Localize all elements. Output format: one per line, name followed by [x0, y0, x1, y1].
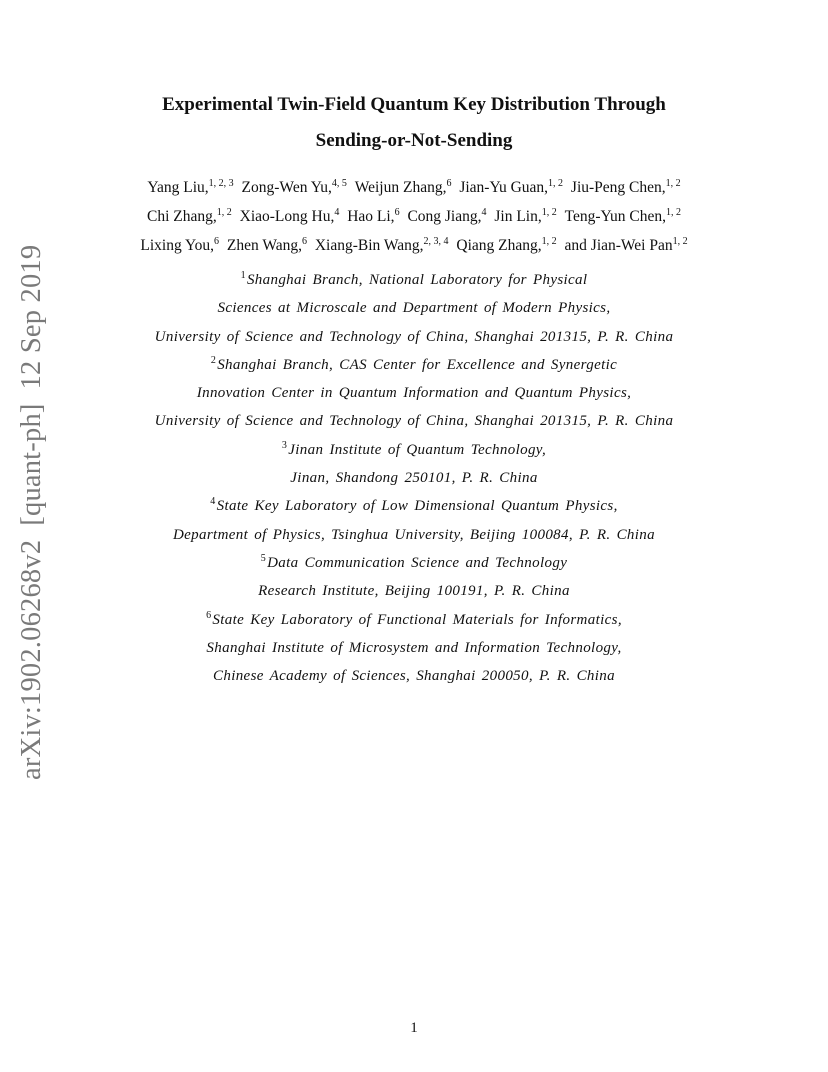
- affiliation-text: Jinan Institute of Quantum Technology,: [288, 441, 547, 458]
- author-affiliation-marker: 4: [334, 207, 340, 218]
- arxiv-id: arXiv:1902.06268v2: [16, 539, 47, 780]
- author: [494, 208, 556, 225]
- affiliation-line: [0, 606, 828, 634]
- author-affiliation-marker: 6: [446, 178, 452, 189]
- affiliation-number: 5: [260, 552, 267, 564]
- author: [407, 208, 486, 225]
- arxiv-date: 12 Sep 2019: [16, 244, 47, 390]
- author-name: Jiu-Peng Chen,: [570, 179, 666, 196]
- author: [355, 179, 452, 196]
- author-name: and Jian-Wei Pan: [564, 237, 673, 254]
- affiliation-text: Sciences at Microscale and Department of Modern Physics,: [217, 300, 611, 317]
- author-affiliation-marker: 2, 3, 4: [423, 236, 449, 247]
- author-name: Lixing You,: [140, 237, 215, 254]
- affiliation-number: 2: [210, 354, 217, 366]
- author: [140, 237, 219, 254]
- affiliation-line: [0, 436, 828, 464]
- affiliation-line: [0, 294, 828, 322]
- author-name: Zhen Wang,: [226, 237, 302, 254]
- author: [227, 237, 307, 254]
- affiliation-line: [0, 379, 828, 407]
- author: [459, 179, 563, 196]
- affiliation-line: [0, 549, 828, 577]
- affiliation-line: [0, 662, 828, 690]
- affiliation-line: [0, 577, 828, 605]
- affiliation-text: University of Science and Technology of China, Shanghai 201315, P. R. China: [154, 328, 674, 345]
- affiliation-number: 3: [281, 439, 288, 451]
- author-line: [0, 231, 828, 260]
- author: [456, 237, 556, 254]
- affiliation-line: [0, 464, 828, 492]
- arxiv-category: [quant-ph]: [16, 403, 47, 526]
- affiliation-number: 4: [210, 496, 216, 508]
- author-name: Weijun Zhang,: [354, 179, 447, 196]
- author-affiliation-marker: 1, 2: [665, 178, 681, 189]
- affiliation-text: State Key Laboratory of Functional Materials for Informatics,: [212, 611, 622, 628]
- affiliation-text: Data Communication Science and Technology: [267, 554, 568, 571]
- author-affiliation-marker: 6: [301, 236, 307, 247]
- affiliation-text: Department of Physics, Tsinghua University, Beijing 100084, P. R. China: [172, 526, 655, 543]
- paper-title-line-2: Sending-or-Not-Sending: [315, 130, 513, 151]
- affiliation-line: [0, 634, 828, 662]
- author-name: Xiang-Bin Wang,: [314, 237, 424, 254]
- author-name: Yang Liu,: [147, 179, 209, 196]
- author-affiliation-marker: 1, 2: [216, 207, 232, 218]
- author-name: Teng-Yun Chen,: [564, 208, 666, 225]
- author: [347, 208, 399, 225]
- author-name: Jian-Yu Guan,: [459, 179, 549, 196]
- affiliation-number: 6: [206, 609, 212, 621]
- affiliation-text: Shanghai Institute of Microsystem and Information Technology,: [206, 639, 622, 656]
- author-name: Hao Li,: [347, 208, 395, 225]
- affiliation-number: 1: [240, 270, 246, 281]
- affiliation-line: [0, 521, 828, 549]
- author-affiliation-marker: 1, 2: [666, 207, 681, 218]
- page-number: 1: [410, 1020, 418, 1036]
- author: [315, 237, 449, 254]
- affiliation-line: [0, 492, 828, 520]
- affiliation-text: Jinan, Shandong 250101, P. R. China: [290, 470, 538, 487]
- affiliation-line: [0, 351, 828, 379]
- author: [571, 179, 681, 196]
- affiliation-text: Chinese Academy of Sciences, Shanghai 200050, P. R. China: [212, 668, 615, 685]
- affiliation-line: [0, 407, 828, 435]
- affiliation-text: Shanghai Branch, CAS Center for Excellence and Synergetic: [217, 356, 618, 373]
- author: [240, 208, 340, 225]
- author-affiliation-marker: 1, 2: [672, 236, 688, 247]
- author-line: [0, 173, 828, 202]
- author-affiliation-marker: 1, 2: [548, 178, 564, 189]
- affiliation-list: [0, 266, 828, 690]
- paper-title: [0, 87, 828, 159]
- affiliation-text: Shanghai Branch, National Laboratory for Physical: [246, 272, 588, 288]
- author: [147, 179, 233, 196]
- affiliation-text: State Key Laboratory of Low Dimensional Quantum Physics,: [216, 498, 618, 515]
- author-affiliation-marker: 6: [394, 207, 400, 218]
- affiliation-text: Innovation Center in Quantum Information and Quantum Physics,: [196, 385, 632, 402]
- author-name: Zong-Wen Yu,: [241, 179, 332, 196]
- author-name: Xiao-Long Hu,: [239, 208, 335, 225]
- author-name: Qiang Zhang,: [456, 237, 542, 254]
- author: [565, 208, 681, 225]
- author: [147, 208, 232, 225]
- author-affiliation-marker: 1, 2: [541, 236, 557, 247]
- author: [565, 237, 688, 254]
- author-affiliation-marker: 1, 2, 3: [208, 178, 234, 189]
- author-line: [0, 202, 828, 231]
- author-name: Chi Zhang,: [147, 208, 217, 225]
- author-affiliation-marker: 1, 2: [541, 207, 557, 218]
- author-affiliation-marker: 4, 5: [331, 178, 347, 189]
- author-name: Jin Lin,: [494, 208, 542, 225]
- author-name: Cong Jiang,: [407, 208, 482, 225]
- affiliation-line: [0, 323, 828, 351]
- affiliation-text: University of Science and Technology of China, Shanghai 201315, P. R. China: [154, 413, 674, 430]
- author-affiliation-marker: 6: [214, 236, 220, 247]
- affiliation-text: Research Institute, Beijing 100191, P. R. China: [258, 583, 570, 600]
- author: [242, 179, 347, 196]
- author-list: [0, 173, 828, 260]
- paper-title-line-1: Experimental Twin-Field Quantum Key Distribution Through: [162, 94, 666, 115]
- affiliation-line: [0, 266, 828, 294]
- author-affiliation-marker: 4: [481, 207, 487, 218]
